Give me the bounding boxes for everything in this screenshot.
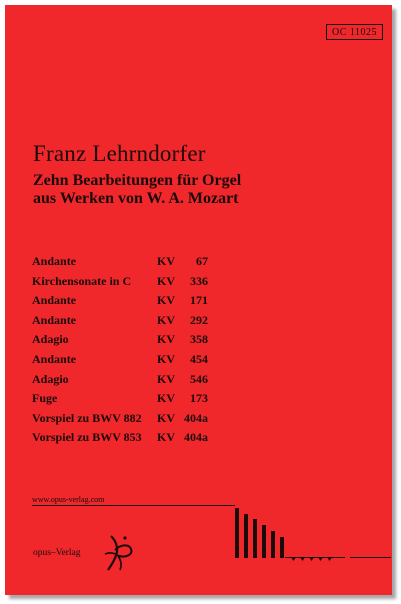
work-row: [32, 411, 232, 431]
work-title: Kirchensonate in C: [32, 273, 132, 288]
work-kv-label: KV: [157, 332, 175, 347]
work-title: Andante: [32, 351, 77, 366]
work-kv-number: 336: [190, 273, 208, 288]
work-row: [32, 332, 232, 352]
work-kv-number: 404a: [184, 410, 208, 425]
work-title: Adagio: [32, 332, 69, 347]
collection-title-line-1: Zehn Bearbeitungen für Orgel: [33, 172, 242, 189]
work-title: Andante: [32, 293, 77, 308]
work-row: [32, 372, 232, 392]
collection-title: [33, 172, 373, 208]
work-kv-number: 173: [190, 391, 208, 406]
work-kv-label: KV: [157, 293, 175, 308]
work-title: Fuge: [32, 391, 58, 406]
work-kv-number: 171: [190, 293, 208, 308]
work-kv-number: 404a: [184, 430, 208, 445]
work-row: [32, 254, 232, 274]
collection-title-line-2: aus Werken von W. A. Mozart: [33, 190, 239, 207]
work-row: [32, 391, 232, 411]
work-title: Vorspiel zu BWV 882: [32, 410, 142, 425]
work-title: Andante: [32, 254, 77, 268]
publisher-name: opus–Verlag: [33, 548, 81, 558]
work-kv-label: KV: [157, 391, 175, 406]
work-kv-label: KV: [157, 312, 175, 327]
work-kv-label: KV: [157, 430, 175, 445]
work-list: [32, 254, 232, 450]
work-kv-number: 67: [196, 254, 208, 268]
organ-pipe-bars-icon: [235, 503, 395, 563]
work-kv-label: KV: [157, 371, 175, 386]
work-kv-number: 358: [190, 332, 208, 347]
divider-rule: [32, 505, 235, 506]
catalog-number: OC 11025: [326, 24, 383, 40]
work-row: [32, 313, 232, 333]
publisher-website: www.opus-verlag.com: [32, 495, 105, 504]
work-title: Vorspiel zu BWV 853: [32, 430, 142, 445]
work-kv-label: KV: [157, 273, 175, 288]
work-kv-number: 292: [190, 312, 208, 327]
work-kv-label: KV: [157, 351, 175, 366]
composer-name: Franz Lehrndorfer: [33, 141, 206, 166]
cover-page: [5, 5, 392, 595]
work-row: [32, 293, 232, 313]
work-kv-label: KV: [157, 254, 175, 268]
work-kv-label: KV: [157, 410, 175, 425]
work-row: [32, 430, 232, 450]
work-title: Adagio: [32, 371, 69, 386]
work-kv-number: 454: [190, 351, 208, 366]
work-title: Andante: [32, 312, 77, 327]
work-row: [32, 274, 232, 294]
publisher-logo-icon: [101, 532, 135, 572]
work-kv-number: 546: [190, 371, 208, 386]
work-row: [32, 352, 232, 372]
